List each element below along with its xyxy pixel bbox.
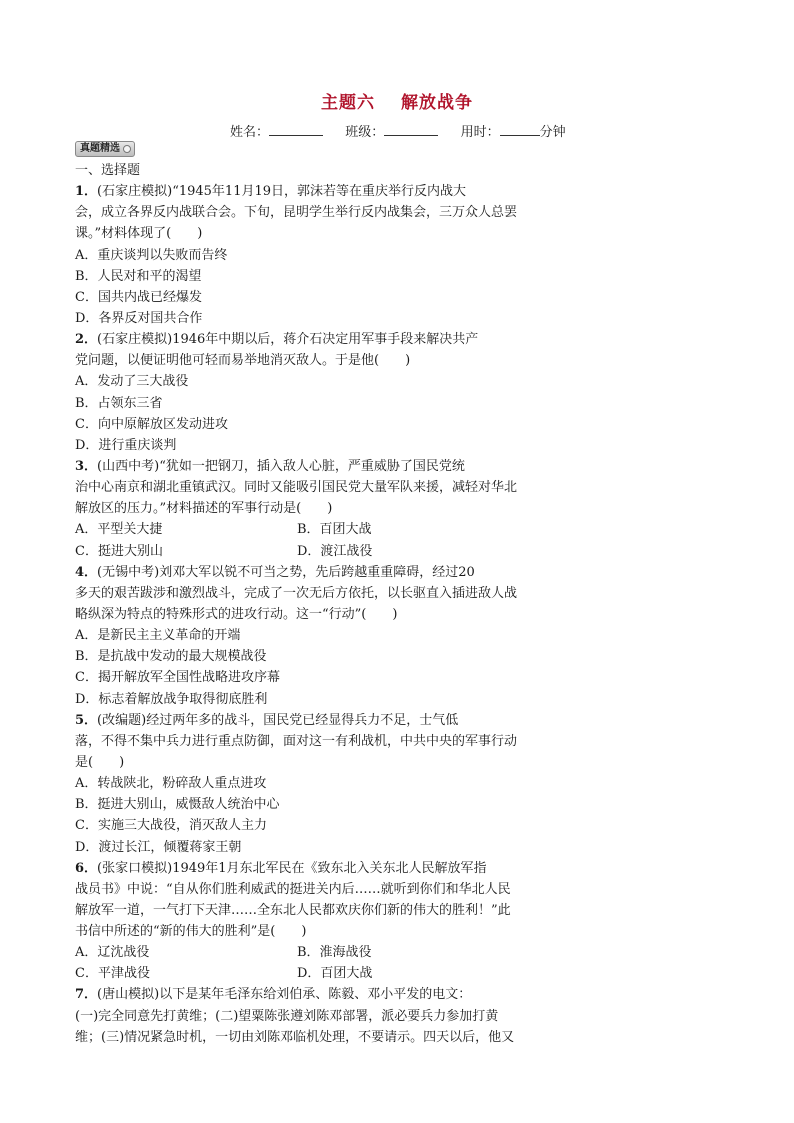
option-c: C．向中原解放区发动进攻 [75,416,228,432]
question-content [75,160,555,1048]
option-b: B．百团大战 [297,522,372,538]
class-label: 班级： [345,125,385,140]
question-line: 略纵深为特点的特殊形式的进攻行动。这一“行动”( ) [75,606,398,622]
section-badge: 真题精选 [75,141,135,157]
question-line: 战员书》中说：“自从你们胜利威武的挺进关内后……就听到你们和华北人民 [75,881,511,897]
option-d: D．百团大战 [297,966,373,982]
option-b: B．占领东三省 [75,395,163,411]
question-number: 4． [75,564,98,580]
question-line: 3．(山西中考)“犹如一把钢刀，插入敌人心脏，严重威胁了国民党统 [75,458,465,474]
option-b: B．淮海战役 [297,945,372,961]
time-label: 用时： [460,125,500,140]
option-c: C．挺进大别山 [75,543,163,559]
question-line: 解放区的压力。”材料描述的军事行动是( ) [75,501,333,517]
option-c: C．实施三大战役，消灭敌人主力 [75,818,267,834]
question-number: 2． [75,332,98,348]
question-line: (一)完全同意先打黄维；(二)望粟陈张遵刘陈邓部署，派必要兵力参加打黄 [75,1008,499,1024]
page-title [0,88,794,113]
class-field[interactable] [384,123,438,136]
question-line: 7．(唐山模拟)以下是某年毛泽东给刘伯承、陈毅、邓小平发的电文： [75,987,472,1003]
question-line: 4．(无锡中考)刘邓大军以锐不可当之势，先后跨越重重障碍，经过20 [75,564,475,580]
option-a: A．转战陕北，粉碎敌人重点进攻 [75,776,267,792]
option-a: A．是新民主主义革命的开端 [75,628,241,644]
question-line: 书信中所述的“新的伟大的胜利”是( ) [75,924,307,940]
question-number: 5． [75,712,98,728]
option-row [75,963,555,984]
option-d: D．渡江战役 [297,543,373,559]
option-c: C．平津战役 [75,966,150,982]
time-unit: 分钟 [539,125,566,140]
name-field[interactable] [269,123,323,136]
title-topic: 主题六 [321,93,375,113]
question-line: 治中心南京和湖北重镇武汉。同时又能吸引国民党大量军队来援，减轻对华北 [75,480,518,496]
question-number: 3． [75,458,98,474]
question-number: 7． [75,987,98,1003]
option-d: D．各界反对国共合作 [75,310,203,326]
name-label: 姓名： [230,125,270,140]
option-d: D．渡过长江，倾覆蒋家王朝 [75,839,242,855]
question-line: 党问题，以便证明他可轻而易举地消灭敌人。于是他( ) [75,353,411,369]
option-a: A．发动了三大战役 [75,374,189,390]
question-line: 5．(改编题)经过两年多的战斗，国民党已经显得兵力不足，士气低 [75,712,459,728]
option-c: C．揭开解放军全国性战略进攻序幕 [75,670,280,686]
question-line: 课。”材料体现了( ) [75,226,203,242]
option-row [75,519,555,540]
option-a: A．重庆谈判以失败而告终 [75,247,228,263]
question-line: 6．(张家口模拟)1949年1月东北军民在《致东北入关东北人民解放军指 [75,860,487,876]
option-c: C．国共内战已经爆发 [75,289,202,305]
option-b: B．人民对和平的渴望 [75,268,202,284]
question-line: 多天的艰苦跋涉和激烈战斗，完成了一次无后方依托，以长驱直入插进敌人战 [75,585,518,601]
question-line: 会，成立各界反内战联合会。下旬，昆明学生举行反内战集会，三万众人总罢 [75,205,518,221]
option-row [75,541,555,562]
question-line: 落，不得不集中兵力进行重点防御，面对这一有利战机，中共中央的军事行动 [75,733,518,749]
option-b: B．挺进大别山，威慑敌人统治中心 [75,797,280,813]
time-field[interactable] [500,123,540,136]
option-a: A．辽沈战役 [75,945,150,961]
question-line: 维；(三)情况紧急时机，一切由刘陈邓临机处理，不要请示。四天以后，他又 [75,1029,515,1045]
option-d: D．进行重庆谈判 [75,437,177,453]
question-number: 6． [75,860,98,876]
question-line: 解放军一道，一气打下天津……全东北人民都欢庆你们新的伟大的胜利！”此 [75,902,511,918]
title-subject: 解放战争 [401,93,473,113]
student-info-row [230,121,566,140]
question-number: 1． [75,184,98,200]
question-line: 是( ) [75,754,125,770]
section-heading: 一、选择题 [75,163,141,178]
option-b: B．是抗战中发动的最大规模战役 [75,649,267,665]
question-line: 2．(石家庄模拟)1946年中期以后，蒋介石决定用军事手段来解决共产 [75,332,479,348]
option-a: A．平型关大捷 [75,522,163,538]
option-d: D．标志着解放战争取得彻底胜利 [75,691,268,707]
option-row [75,942,555,963]
question-line: 1．(石家庄模拟)“1945年11月19日，郭沫若等在重庆举行反内战大 [75,184,467,200]
